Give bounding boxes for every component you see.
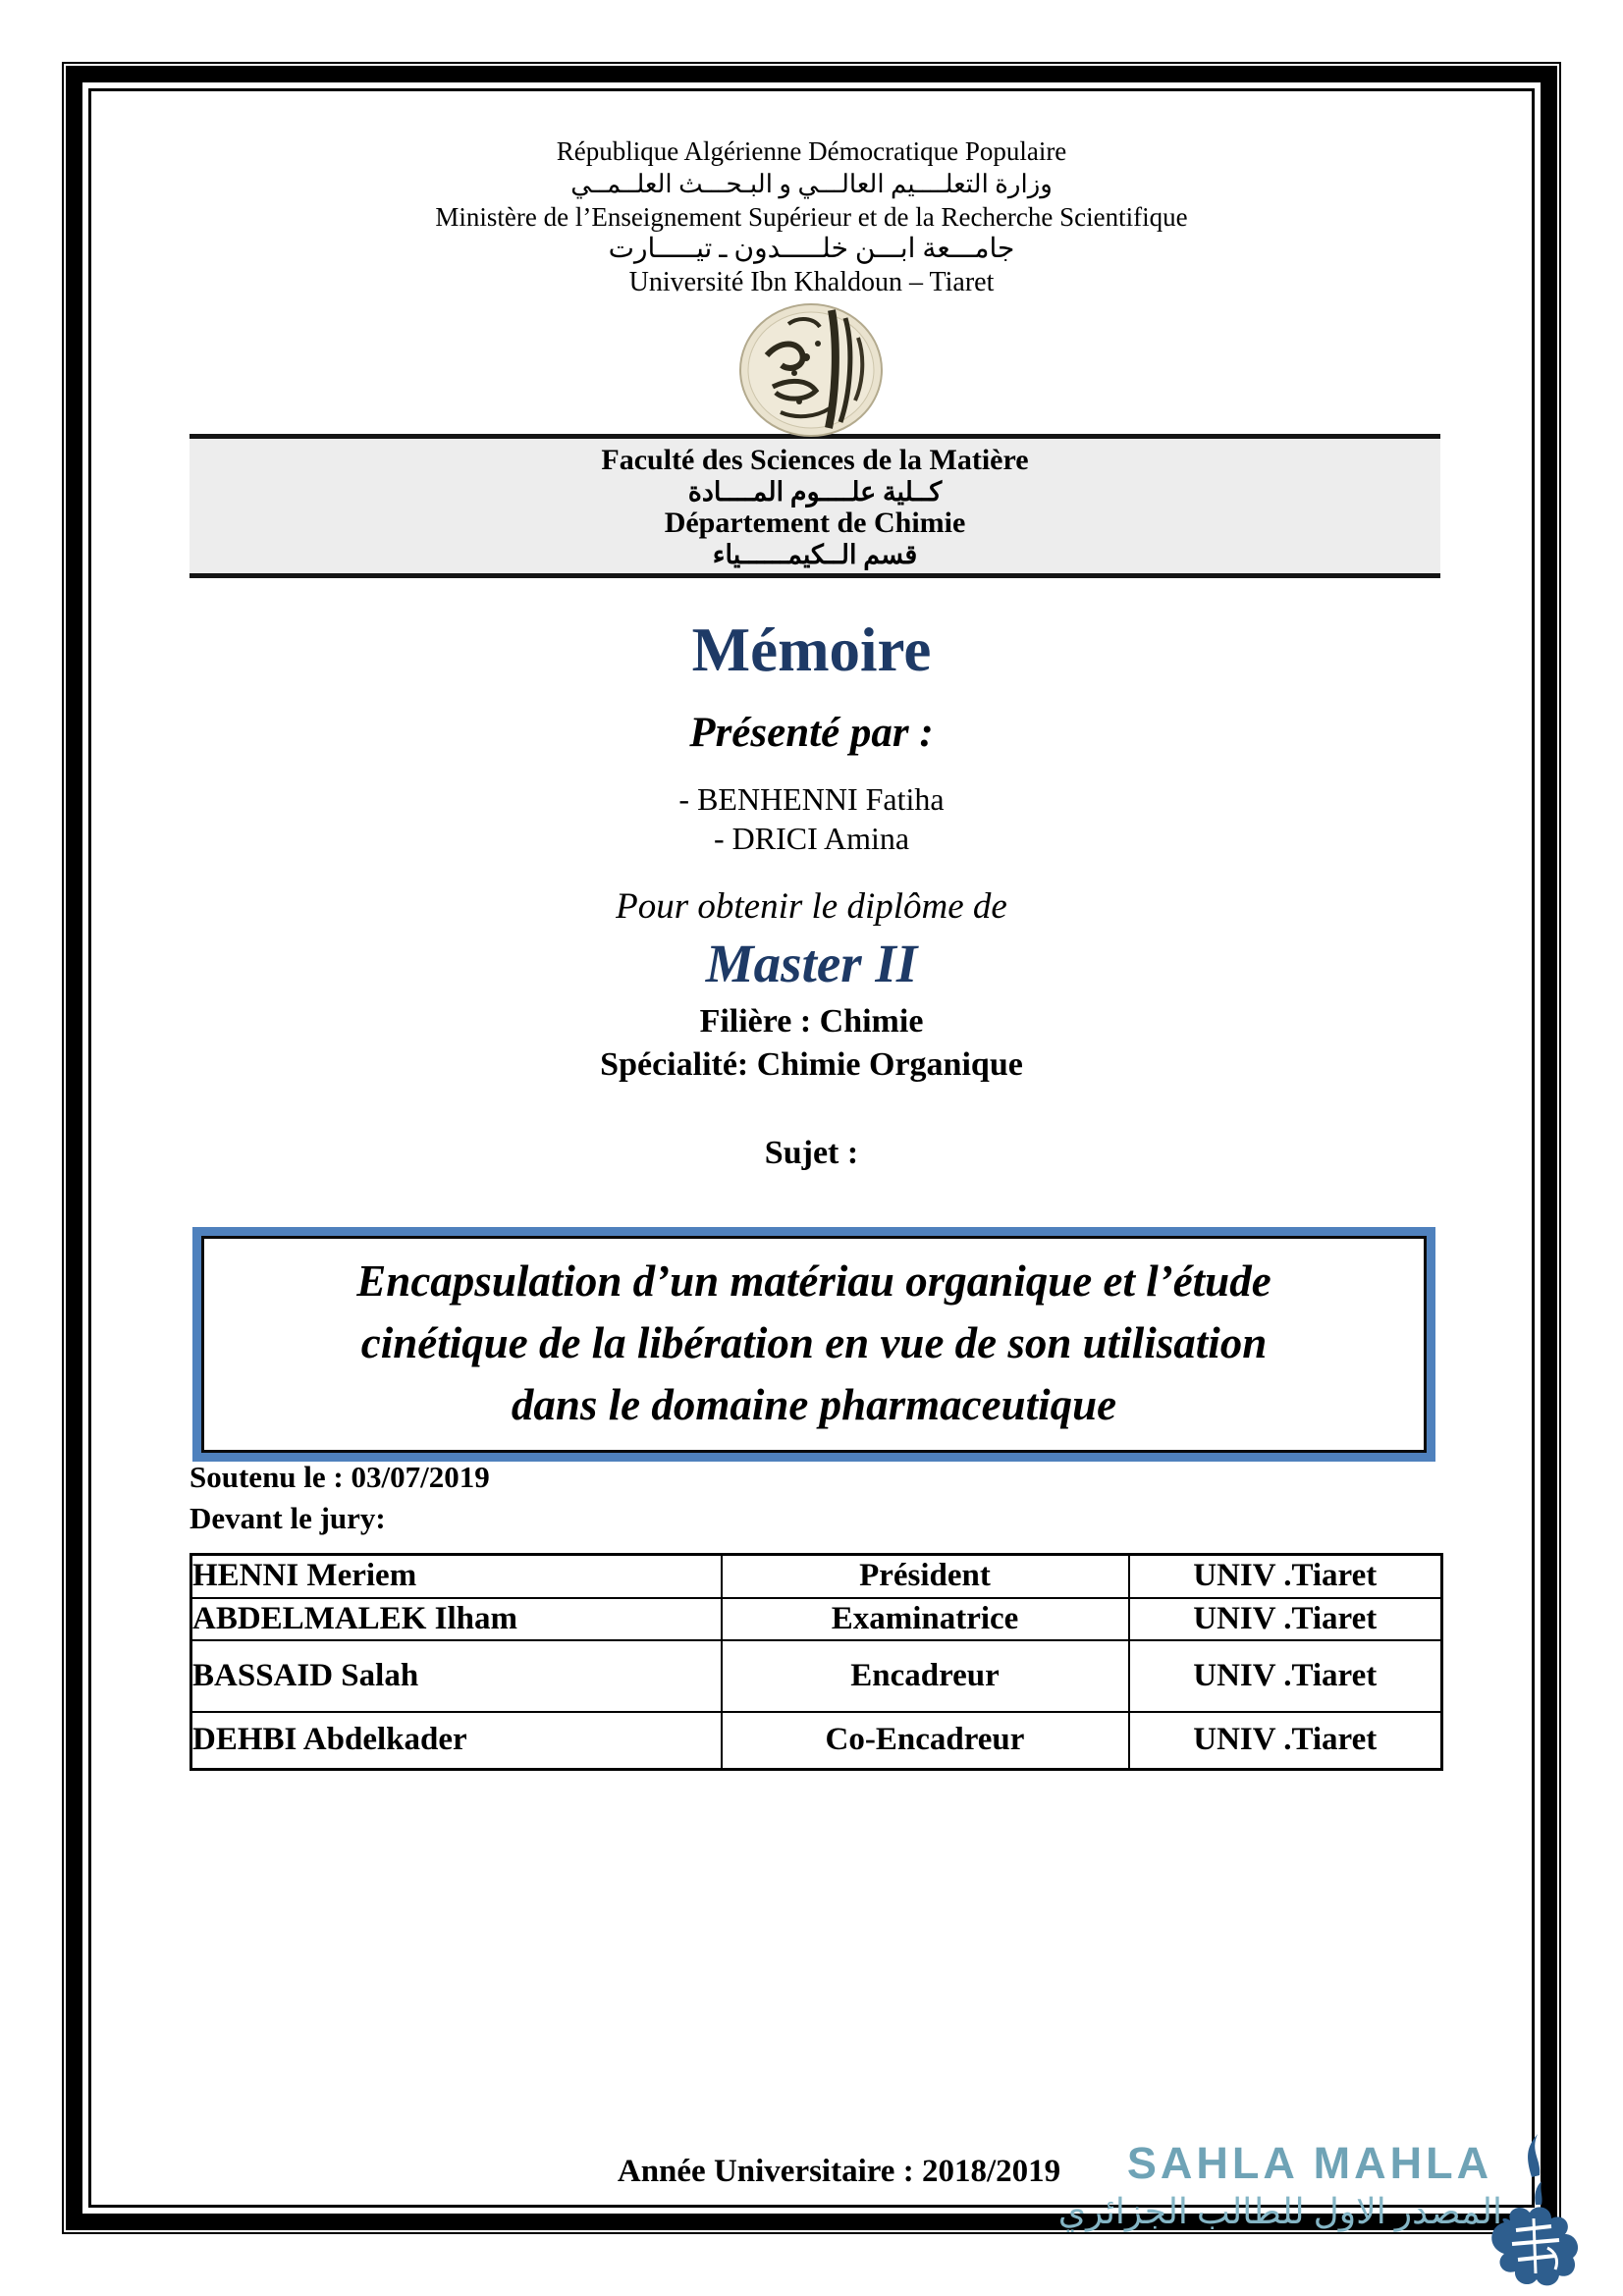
jury-univ-cell: UNIV .Tiaret [1129, 1712, 1442, 1770]
presented-by-label: Présenté par : [689, 710, 934, 756]
defense-date-line: Soutenu le : 03/07/2019 [189, 1460, 490, 1494]
jury-name-cell: BASSAID Salah [191, 1640, 722, 1712]
speciality-line: Spécialité: Chimie Organique [600, 1046, 1023, 1083]
jury-role-cell: Examinatrice [722, 1598, 1129, 1640]
subject-box [192, 1227, 1435, 1462]
jury-univ-cell: UNIV .Tiaret [1129, 1640, 1442, 1712]
jury-name-cell: HENNI Meriem [191, 1555, 722, 1598]
watermark-brand-text: SAHLA MAHLA [1126, 2138, 1493, 2188]
ministry-line: Ministère de l’Enseignement Supérieur et de la Recherche Scientifique [435, 202, 1188, 232]
university-line-arabic: جامـــعة ابـــن خلـــــدون ـ تيـــــارت [608, 234, 1015, 264]
sahla-mahla-logo-icon [1483, 2132, 1581, 2296]
subject-title-line: cinétique de la libération en vue de son utilisation [360, 1318, 1268, 1367]
faculty-name-arabic: كــلية علــــوم المــــادة [687, 477, 943, 507]
author-line: - BENHENNI Fatiha [678, 781, 945, 817]
department-name: Département de Chimie [664, 507, 966, 539]
university-line: Université Ibn Khaldoun – Tiaret [628, 267, 995, 297]
jury-row [191, 1640, 1442, 1712]
watermark [1057, 2138, 1502, 2232]
ministry-line-arabic: وزارة التعلــــيم العالـــي و البـحـــث العلــمــي [570, 170, 1053, 198]
jury-row [191, 1555, 1442, 1598]
department-name-arabic: قسم الــكيمــــــياء [712, 540, 918, 569]
jury-table [189, 1553, 1443, 1771]
jury-name-cell: DEHBI Abdelkader [191, 1712, 722, 1770]
author-line: - DRICI Amina [713, 821, 910, 856]
subject-title-line: dans le domaine pharmaceutique [511, 1380, 1117, 1429]
jury-univ-cell: UNIV .Tiaret [1129, 1555, 1442, 1598]
republic-line: République Algérienne Démocratique Populaire [556, 136, 1067, 166]
academic-year-line: Année Universitaire : 2018/2019 [617, 2154, 1061, 2189]
memoire-title: Mémoire [691, 615, 932, 684]
field-line: Filière : Chimie [699, 1003, 924, 1040]
jury-role-cell: Co-Encadreur [722, 1712, 1129, 1770]
subject-title [201, 1236, 1427, 1453]
watermark-tagline-arabic: المصدر الاول للطالب الجزائري [1057, 2192, 1502, 2231]
subject-label: Sujet : [764, 1135, 859, 1171]
diploma-intro: Pour obtenir le diplôme de [616, 886, 1007, 927]
jury-role-cell: Encadreur [722, 1640, 1129, 1712]
degree-title: Master II [705, 934, 918, 993]
jury-role-cell: Président [722, 1555, 1129, 1598]
jury-intro-label: Devant le jury: [189, 1501, 386, 1535]
subject-title-line: Encapsulation d’un matériau organique et l’étude [356, 1256, 1271, 1306]
jury-row [191, 1598, 1442, 1640]
jury-name-cell: ABDELMALEK Ilham [191, 1598, 722, 1640]
jury-univ-cell: UNIV .Tiaret [1129, 1598, 1442, 1640]
faculty-banner [189, 434, 1440, 578]
jury-row [191, 1712, 1442, 1770]
faculty-name: Faculté des Sciences de la Matière [601, 444, 1029, 476]
university-seal-logo [737, 300, 885, 445]
